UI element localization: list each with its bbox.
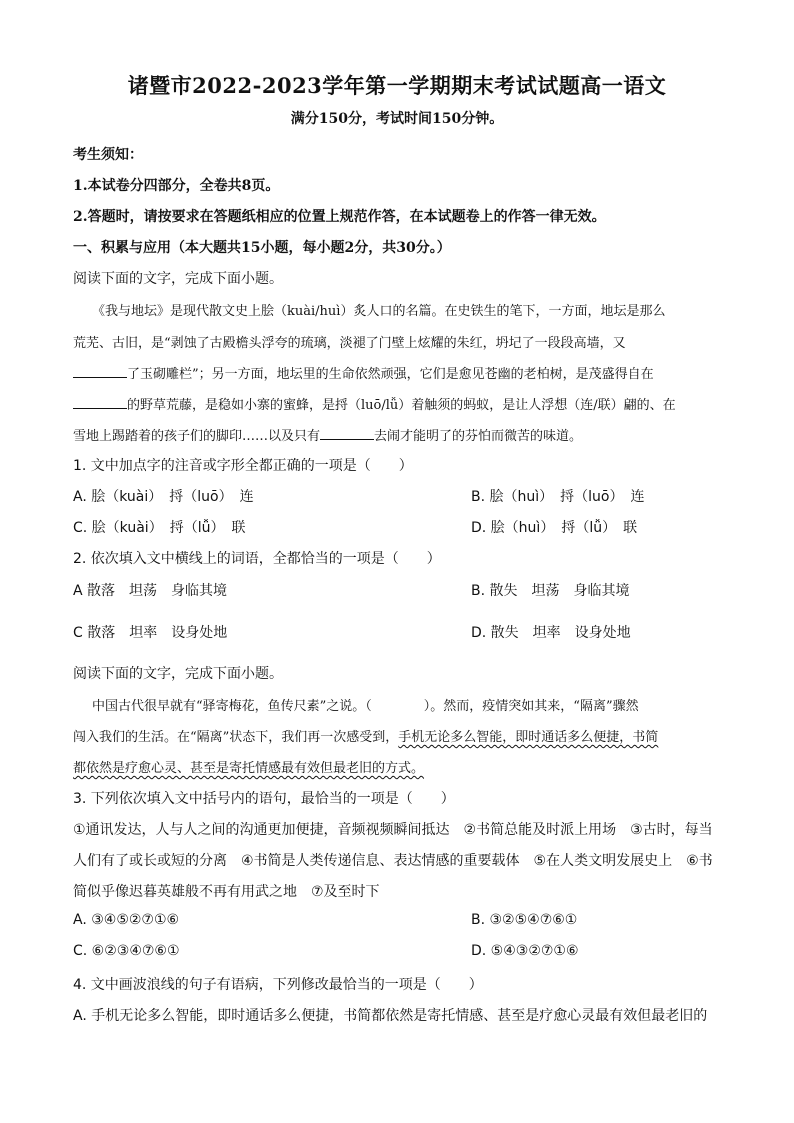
wavy-sentence-part-1: 手机无论多么智能，即时通话多么便捷，书简 [398,730,659,745]
question-1-option-c[interactable]: C. 脍（kuài） 捋（lǚ） 联 [73,520,246,536]
passage1-line-4-text: 的野草荒藤，是稳如小寨的蜜蜂，是捋（luō/lǚ）着触须的蚂蚁，是让人浮想（连/联）翩的、在 [127,398,676,413]
question-3-line-3: 简似乎像迟暮英雄般不再有用武之地 ⑦及至时下 [73,884,380,900]
notice-heading: 考生须知： [73,147,143,163]
wavy-sentence-part-2: 都依然是疗愈心灵、甚至是寄托情感最有效但最老旧的方式。 [73,761,425,776]
read-prompt-1: 阅读下面的文字，完成下面小题。 [73,271,283,287]
question-4-stem: 4. 文中画波浪线的句子有语病，下列修改最恰当的一项是（ ） [73,977,483,993]
section-heading: 一、积累与应用（本大题共15小题，每小题2分，共30分。） [73,240,451,256]
question-1-option-d[interactable]: D. 脍（huì） 捋（lǚ） 联 [471,520,638,536]
question-3-line-1: ①通讯发达，人与人之间的沟通更加便捷，音频视频瞬间抵达 ②书简总能及时派上用场 ③古时，每当 [73,822,713,838]
question-3-line-2: 人们有了或长或短的分离 ④书简是人类传递信息、表达情感的重要载体 ⑤在人类文明发展史上 ⑥书 [73,853,713,869]
exam-title: 诸暨市2022-2023学年第一学期期末考试试题高一语文 [127,73,667,98]
passage1-line-1: 《我与地坛》是现代散文史上脍（kuài/huì）炙人口的名篇。在史铁生的笔下，一方面，地坛是那么 [92,304,666,319]
passage1-line-3 [73,363,733,382]
question-2-option-b[interactable]: B. 散失 坦荡 身临其境 [471,583,630,599]
exam-subtitle: 满分150分，考试时间150分钟。 [290,111,504,127]
passage2-line-2 [73,726,733,745]
passage2-line-2-text: 闯入我们的生活。在“隔离”状态下，我们再一次感受到， [73,730,399,745]
question-1-stem: 1. 文中加点字的注音或字形全都正确的一项是（ ） [73,458,413,474]
fill-blank-3 [320,425,374,440]
question-2-option-a[interactable]: A 散落 坦荡 身临其境 [73,583,228,599]
question-2-option-d[interactable]: D. 散失 坦率 设身处地 [471,625,631,641]
question-3-options-row-1 [73,912,733,928]
question-3-options-row-2 [73,943,733,959]
passage2-line-3 [73,757,733,776]
question-3-option-b[interactable]: B. ③②⑤④⑦⑥① [471,912,578,928]
question-1-options-row-1 [73,486,733,506]
passage1-line-4 [73,394,733,413]
passage1-line-5-text: 雪地上踢踏着的孩子们的脚印……以及只有 [73,429,321,444]
question-3-stem: 3. 下列依次填入文中括号内的语句，最恰当的一项是（ ） [73,791,455,807]
question-1-options-row-2 [73,517,733,537]
passage1-line-3-text: 了玉砌雕栏”；另一方面，地坛里的生命依然顽强，它们是愈见苍幽的老柏树，是茂盛得自在 [127,367,654,382]
question-3-option-d[interactable]: D. ⑤④③②⑦①⑥ [471,943,579,959]
fill-blank-1 [73,363,127,378]
question-2-options-row-1 [73,580,733,600]
fill-blank-2 [73,394,127,409]
read-prompt-2: 阅读下面的文字，完成下面小题。 [73,666,283,682]
question-2-stem: 2. 依次填入文中横线上的词语，全都恰当的一项是（ ） [73,551,441,567]
passage2-line-1: 中国古代很早就有“驿寄梅花，鱼传尺素”之说。（ ）。然而，疫情突如其来，“隔离”骤然 [92,699,639,714]
question-4-option-a[interactable]: A. 手机无论多么智能，即时通话多么便捷，书简都依然是寄托情感、甚至是疗愈心灵最有效但最老旧的 [73,1008,708,1024]
question-3-option-a[interactable]: A. ③④⑤②⑦①⑥ [73,912,180,928]
question-2-options-row-2 [73,622,733,642]
notice-item-1: 1.本试卷分四部分，全卷共8页。 [73,178,280,194]
question-2-option-c[interactable]: C 散落 坦率 设身处地 [73,625,228,641]
question-3-option-c[interactable]: C. ⑥②③④⑦⑥① [73,943,180,959]
question-1-option-a[interactable]: A. 脍（kuài） 捋（luō） 连 [73,489,254,505]
passage1-line-2: 荒芜、古旧，是“剥蚀了古殿檐头浮夸的琉璃，淡褪了门壁上炫耀的朱红，坍圮了一段段高墙，又 [73,336,626,351]
notice-item-2: 2.答题时，请按要求在答题纸相应的位置上规范作答，在本试题卷上的作答一律无效。 [73,209,606,225]
question-1-option-b[interactable]: B. 脍（huì） 捋（luō） 连 [471,489,645,505]
passage1-line-5-tail: 去闹才能明了的芬怕而微苦的味道。 [374,429,583,444]
passage1-line-5 [73,425,733,444]
